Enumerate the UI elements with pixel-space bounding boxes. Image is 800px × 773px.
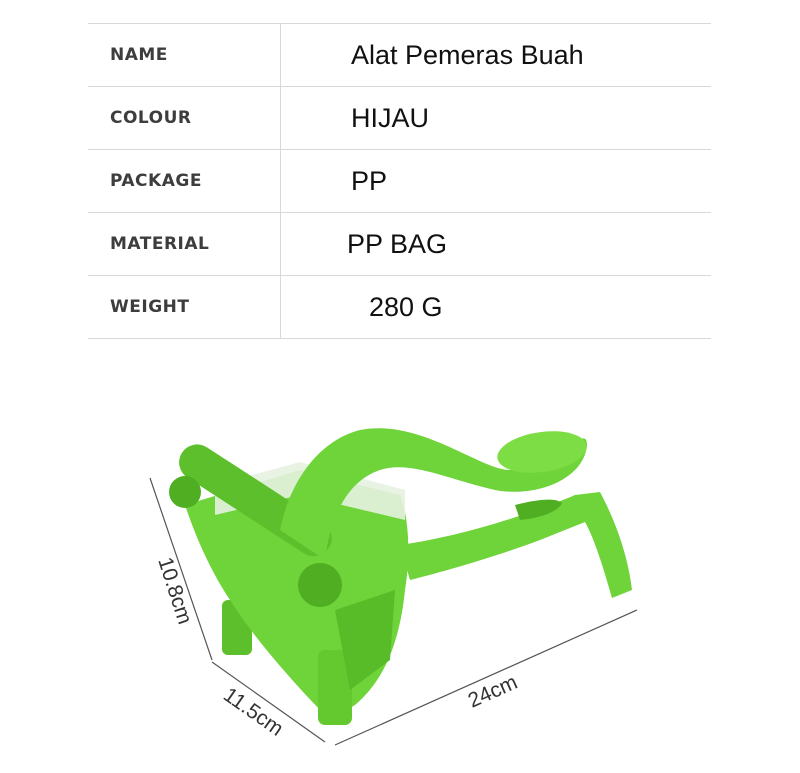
dimension-height-label: 10.8cm — [153, 554, 197, 628]
spec-row-colour — [88, 87, 711, 150]
spec-table — [88, 23, 711, 339]
spec-value: 280 G — [281, 276, 712, 339]
spec-value: PP BAG — [281, 213, 712, 276]
spec-label: NAME — [88, 24, 281, 87]
spec-label: PACKAGE — [88, 150, 281, 213]
spec-label: WEIGHT — [88, 276, 281, 339]
dimension-width-label: 11.5cm — [219, 683, 288, 741]
spec-row-material — [88, 213, 711, 276]
spec-row-package — [88, 150, 711, 213]
spec-row-name — [88, 24, 711, 87]
product-image — [0, 340, 800, 773]
spec-label: MATERIAL — [88, 213, 281, 276]
spec-value: PP — [281, 150, 712, 213]
spec-label: COLOUR — [88, 87, 281, 150]
spec-value: HIJAU — [281, 87, 712, 150]
spec-value: Alat Pemeras Buah — [281, 24, 712, 87]
dimension-length-label: 24cm — [464, 670, 521, 713]
spec-row-weight — [88, 276, 711, 339]
